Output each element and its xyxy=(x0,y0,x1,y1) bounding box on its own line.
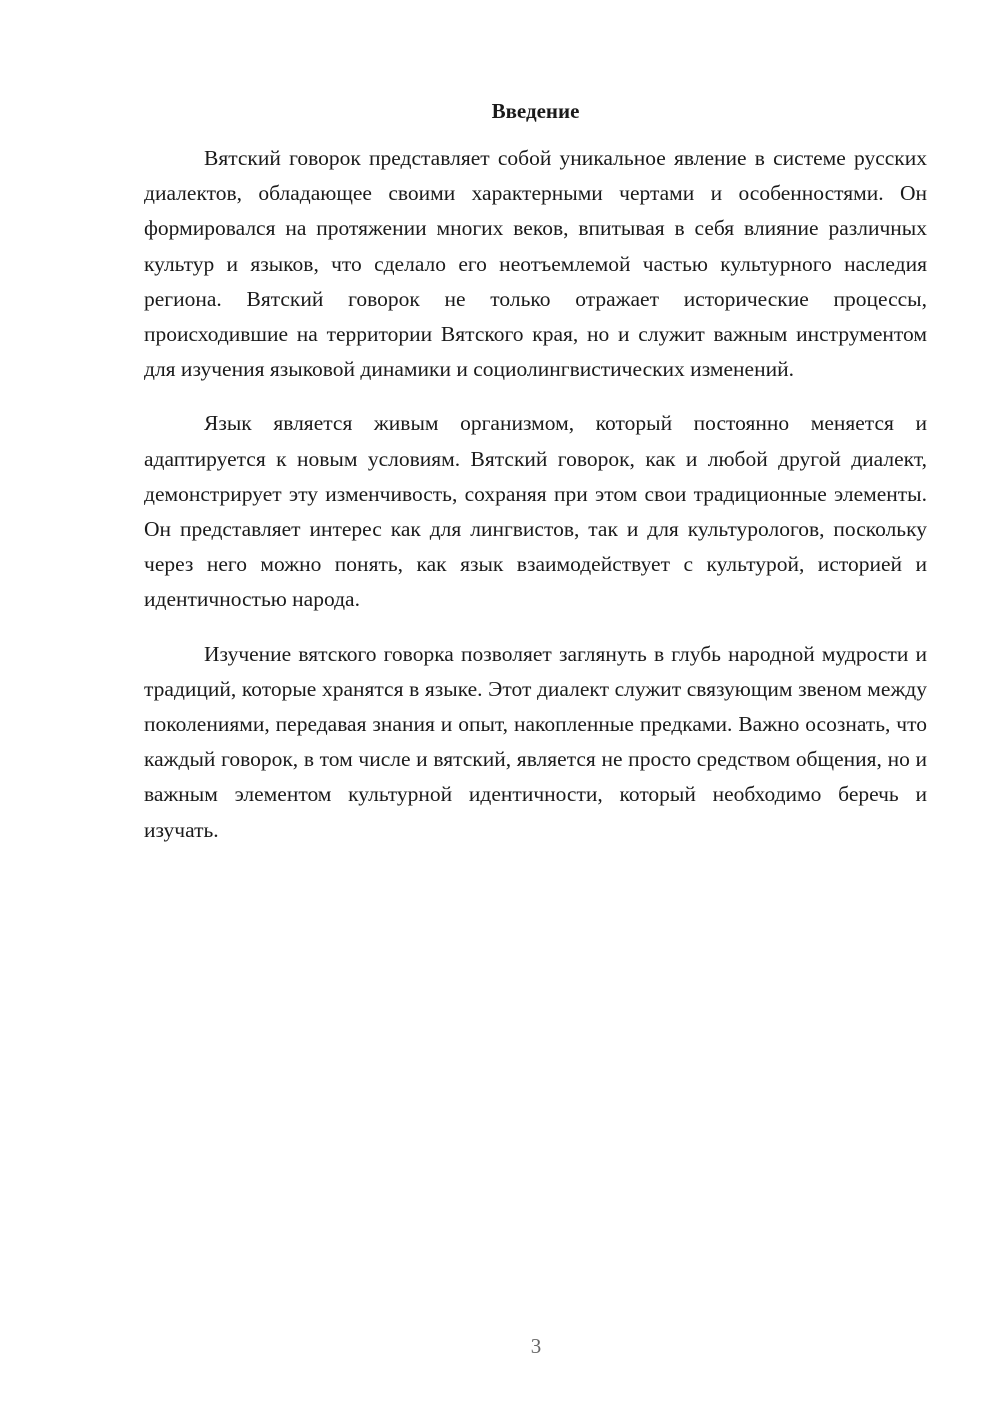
paragraph-1: Вятский говорок представляет собой уникальное явление в системе русских диалектов, обладающее своими характерными чертами и особенностями. Он формировался на протяжении многих веков, впитывая в себя влияние различных культур и языков, что сделало его неотъемлемой частью культурного наследия региона. Вятский говорок не только отражает исторические процессы, происходившие на территории Вятского края, но и служит важным инструментом для изучения языковой динамики и социолингвистических изменений. xyxy=(144,146,927,382)
page-content xyxy=(144,95,927,867)
paragraph-3: Изучение вятского говорка позволяет заглянуть в глубь народной мудрости и традиций, которые хранятся в языке. Этот диалект служит связующим звеном между поколениями, передавая знания и опыт, накопленные предками. Важно осознать, что каждый говорок, в том числе и вятский, является не просто средством общения, но и важным элементом культурной идентичности, который необходимо беречь и изучать. xyxy=(144,641,927,842)
section-heading: Введение xyxy=(491,99,580,123)
paragraph-2: Язык является живым организмом, который постоянно меняется и адаптируется к новым условиям. Вятский говорок, как и любой другой диалект, демонстрирует эту изменчивость, сохраняя при этом свои традиционные элементы. Он представляет интерес как для лингвистов, так и для культурологов, поскольку через него можно понять, как язык взаимодействует с культурой, историей и идентичностью народа. xyxy=(144,411,927,612)
page-number: 3 xyxy=(530,1334,542,1358)
